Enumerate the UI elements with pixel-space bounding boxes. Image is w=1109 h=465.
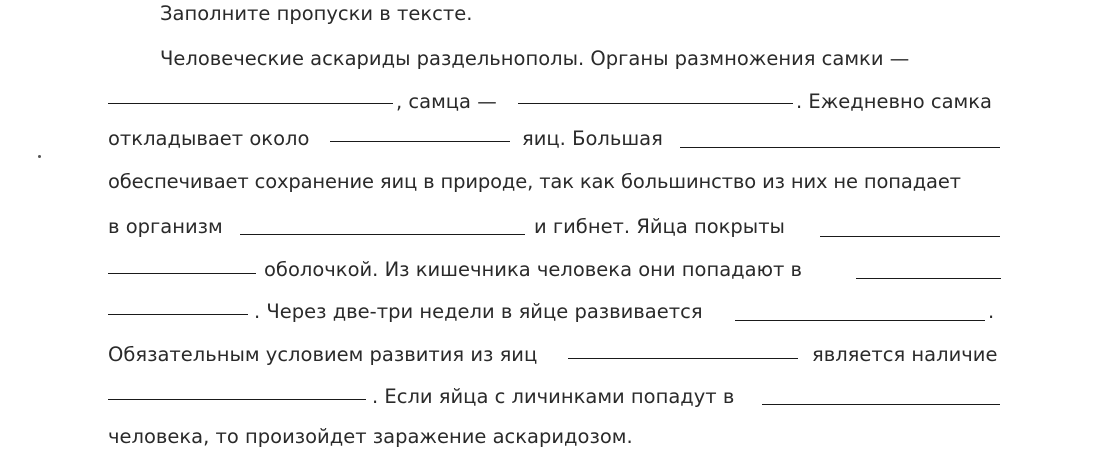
sentence-segment: . — [988, 300, 995, 323]
sentence-segment: в организм — [108, 215, 223, 238]
blank-organism[interactable] — [240, 234, 525, 235]
blank-larva[interactable] — [735, 320, 985, 321]
text-line-6 — [0, 258, 1109, 298]
sentence-segment: человека, то произойдет заражение аскаридозом. — [108, 425, 633, 448]
sentence-segment: и гибнет. Яйца покрыты — [534, 215, 785, 238]
sentence-segment: яиц. Большая — [522, 127, 663, 150]
blank-shell-type-continued[interactable] — [108, 273, 256, 274]
sentence-segment: , самца — — [396, 90, 497, 113]
sentence-segment: Обязательным условием развития из яиц — [108, 343, 538, 366]
sentence-segment: обеспечивает сохранение яиц в природе, так как большинство из них не попадает — [108, 170, 961, 193]
text-line-2 — [0, 90, 1109, 130]
blank-egg-count[interactable] — [330, 141, 510, 142]
blank-required-presence[interactable] — [108, 399, 366, 400]
text-line-3 — [0, 127, 1109, 167]
blank-infection-route[interactable] — [762, 404, 1000, 405]
blank-male-organs[interactable] — [518, 103, 793, 104]
text-line-9 — [0, 385, 1109, 425]
scan-speck — [38, 155, 41, 158]
text-line-8 — [0, 343, 1109, 383]
sentence-segment: . Если яйца с личинками попадут в — [372, 385, 735, 408]
text-line-10 — [0, 425, 1109, 465]
sentence-segment: Человеческие аскариды раздельнополы. Органы размножения самки — — [160, 47, 910, 70]
sentence-segment: оболочкой. Из кишечника человека они попадают в — [264, 258, 803, 281]
blank-destination[interactable] — [856, 278, 1001, 279]
sentence-segment: откладывает около — [108, 127, 310, 150]
text-line-7 — [0, 300, 1109, 340]
blank-development-condition[interactable] — [568, 358, 798, 359]
blank-egg-feature[interactable] — [680, 147, 1000, 148]
sentence-segment: . Через две-три недели в яйце развивается — [254, 300, 703, 323]
blank-destination-continued[interactable] — [108, 314, 248, 315]
sentence-segment: . Ежедневно самка — [796, 90, 992, 113]
text-line-4 — [0, 170, 1109, 210]
text-line-1 — [0, 47, 1109, 87]
text-line-5 — [0, 215, 1109, 255]
instruction-text: Заполните пропуски в тексте. — [160, 2, 473, 25]
blank-female-organs[interactable] — [108, 103, 393, 104]
blank-shell-type[interactable] — [820, 236, 1000, 237]
sentence-segment: является наличие — [812, 343, 998, 366]
